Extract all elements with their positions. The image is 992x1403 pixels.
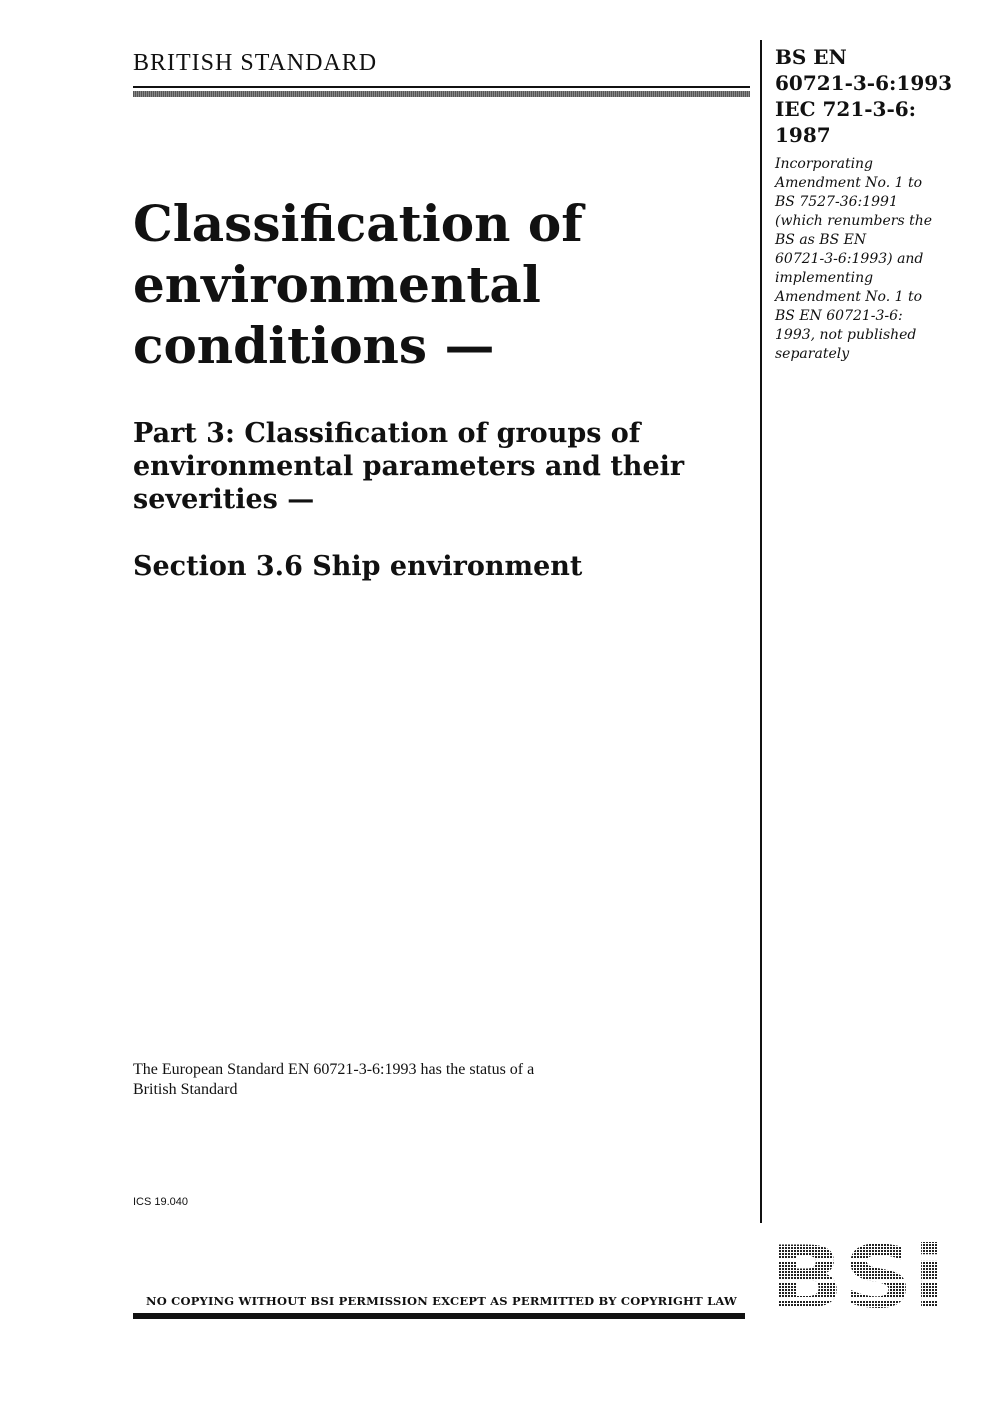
document-title bbox=[133, 193, 733, 376]
status-line: British Standard bbox=[133, 1081, 238, 1098]
note-line: 1993, not published bbox=[775, 327, 917, 343]
standard-number-line: 1987 bbox=[775, 123, 831, 147]
subtitle-line: Part 3: Classification of groups of bbox=[133, 418, 641, 449]
note-line: Amendment No. 1 to bbox=[775, 289, 923, 305]
subtitle-line: environmental parameters and their bbox=[133, 451, 685, 482]
document-subtitle bbox=[133, 417, 743, 516]
note-line: BS EN 60721-3-6: bbox=[775, 308, 903, 324]
footer-rule bbox=[133, 1313, 745, 1319]
header-rule bbox=[133, 86, 750, 97]
title-line: conditions — bbox=[133, 316, 495, 375]
note-line: Incorporating bbox=[775, 156, 874, 172]
note-line: BS 7527-36:1991 bbox=[775, 194, 898, 210]
title-line: Classification of bbox=[133, 194, 583, 253]
note-line: separately bbox=[775, 346, 850, 362]
note-line: 60721-3-6:1993) and bbox=[775, 251, 924, 267]
status-statement bbox=[133, 1060, 653, 1100]
vertical-divider bbox=[760, 40, 762, 1223]
standard-number-block bbox=[775, 44, 975, 148]
note-line: Amendment No. 1 to bbox=[775, 175, 923, 191]
note-line: (which renumbers the bbox=[775, 213, 933, 229]
subtitle-line: severities — bbox=[133, 484, 315, 515]
status-line: The European Standard EN 60721-3-6:1993 has the status of a bbox=[133, 1061, 535, 1078]
standard-number-line: 60721-3-6:1993 bbox=[775, 71, 953, 95]
standard-type-label: BRITISH STANDARD bbox=[133, 50, 378, 76]
title-line: environmental bbox=[133, 255, 541, 314]
note-line: implementing bbox=[775, 270, 874, 286]
ics-code: ICS 19.040 bbox=[133, 1196, 189, 1208]
amendment-note bbox=[775, 155, 965, 364]
copyright-notice: NO COPYING WITHOUT BSI PERMISSION EXCEPT AS PERMITTED BY COPYRIGHT LAW bbox=[146, 1294, 738, 1308]
standard-number-line: BS EN bbox=[775, 45, 847, 69]
section-title: Section 3.6 Ship environment bbox=[133, 551, 583, 582]
bsi-logo-icon bbox=[770, 1241, 946, 1311]
standard-number-line: IEC 721-3-6: bbox=[775, 97, 917, 121]
note-line: BS as BS EN bbox=[775, 232, 867, 248]
